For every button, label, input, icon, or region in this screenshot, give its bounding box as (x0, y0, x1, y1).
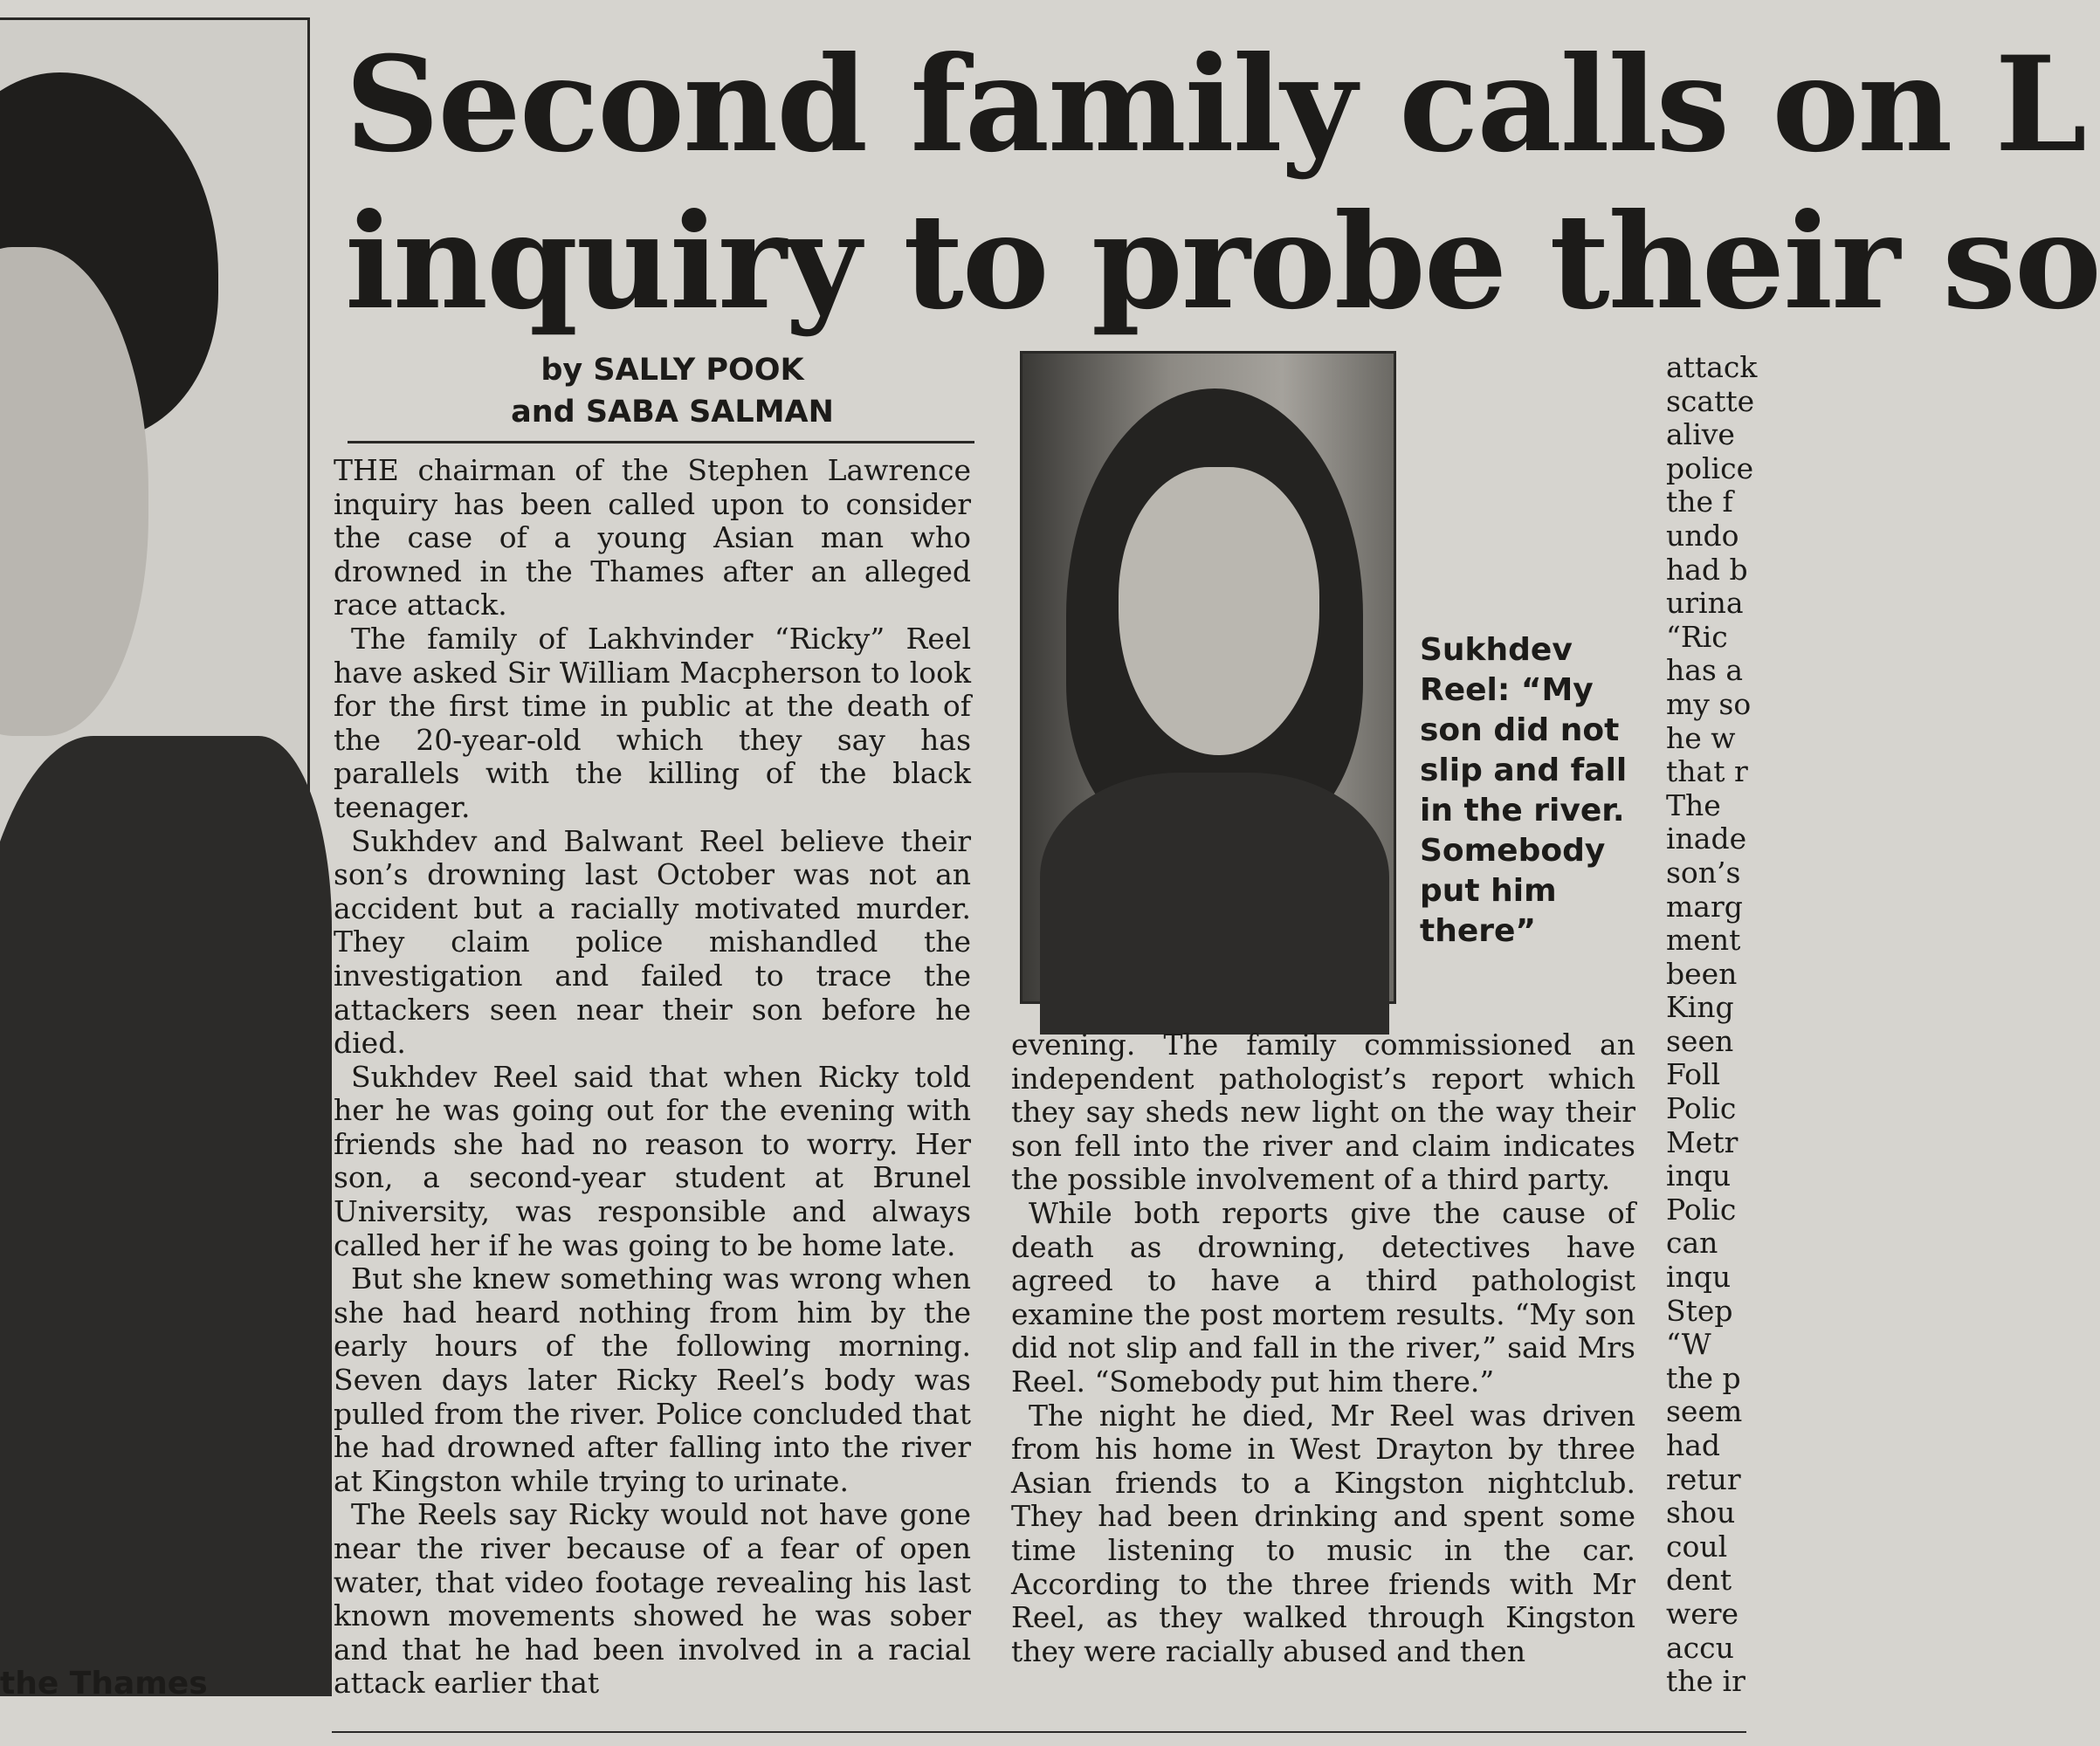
column-3-line: “Ric (1666, 619, 1728, 654)
photo-sukhdev-reel (1020, 351, 1396, 1004)
headline (345, 26, 2100, 340)
column-3-line: Metr (1666, 1124, 1739, 1159)
paragraph: Sukhdev Reel said that when Ricky told her he was going out for the evening with friends she had no reason to worry. Her son, a second-year student at Brunel University, was responsible and always called her if he was going to be home late. (334, 1059, 971, 1262)
column-3-line: inqu (1666, 1158, 1732, 1193)
column-3-line: police (1666, 450, 1754, 485)
column-3-line: Foll (1666, 1057, 1721, 1092)
column-3-line: “W (1666, 1327, 1711, 1362)
photo-left (0, 17, 310, 1657)
column-3-line: my so (1666, 686, 1752, 721)
byline-rule (348, 441, 974, 443)
column-3-line: the ir (1666, 1664, 1745, 1699)
paragraph: evening. The family commissioned an independent pathologist’s report which they say sheds new light on the way their son fell into the river and claim indicates the possible involvement of a third party. (1011, 1028, 1635, 1197)
bottom-rule (332, 1731, 1746, 1733)
column-3-line: been (1666, 956, 1738, 991)
paragraph: THE chairman of the Stephen Lawrence inquiry has been called upon to consider the case of a young Asian man who drowned in the Thames after an alleged race attack. (334, 453, 971, 622)
paragraph: The night he died, Mr Reel was driven from his home in West Drayton by three Asian friends to a Kingston nightclub. They had been drinking and spent some time listening to music in the car. According to the three friends with Mr Reel, as they walked through Kingston they were racially abused and then (1011, 1398, 1635, 1668)
photo-left-caption: the Thames (0, 1666, 208, 1701)
column-3-line: marg (1666, 889, 1743, 924)
column-3-line: scatte (1666, 383, 1755, 418)
paragraph: The Reels say Ricky would not have gone near the river because of a fear of open water, that video footage revealing his last known movements showed he was sober and that he had been involved in a racial attack earlier that (334, 1497, 971, 1701)
column-3-line: alive (1666, 417, 1735, 452)
column-3-line: inade (1666, 821, 1747, 856)
column-3-line: the p (1666, 1360, 1741, 1395)
column-3-line: that r (1666, 754, 1748, 789)
column-3-line: ment (1666, 923, 1741, 958)
column-3-line: seen (1666, 1023, 1734, 1058)
column-3-line: undo (1666, 518, 1739, 553)
headline-line-2: inquiry to probe their so (345, 185, 2100, 339)
column-3-line: retur (1666, 1461, 1741, 1496)
photo-mid-caption: Sukhdev Reel: “My son did not slip and fall in the river. Somebody put him there” (1420, 632, 1628, 949)
article-column-3-cropped (1666, 351, 1771, 1699)
paragraph: But she knew something was wrong when she had heard nothing from him by the early hours of the following morning. Seven days later Ricky Reel’s body was pulled from the river. Police concluded that he had drowned after falling into the river at Kingston while trying to urinate. (334, 1261, 971, 1498)
column-3-line: King (1666, 990, 1734, 1025)
column-3-line: had (1666, 1428, 1721, 1462)
column-3-line: Polic (1666, 1192, 1737, 1227)
column-3-line: Polic (1666, 1091, 1737, 1126)
column-3-line: can (1666, 1226, 1718, 1261)
paragraph: Sukhdev and Balwant Reel believe their son’s drowning last October was not an accident but a racially motivated murder. They claim police mishandled the investigation and failed to trace the attackers seen near their son before he died. (334, 823, 971, 1061)
column-3-line: had b (1666, 552, 1748, 587)
column-3-line: the f (1666, 485, 1733, 519)
article-column-1 (334, 454, 971, 1701)
byline-line-2: and SABA SALMAN (511, 395, 834, 430)
column-3-line: dent (1666, 1563, 1732, 1598)
column-3-line: seem (1666, 1394, 1743, 1429)
column-3-line: The (1666, 787, 1721, 822)
column-3-line: coul (1666, 1529, 1728, 1564)
byline (489, 349, 856, 433)
column-3-line: were (1666, 1596, 1739, 1631)
column-3-line: has a (1666, 653, 1744, 688)
column-3-line: Step (1666, 1293, 1733, 1328)
column-3-line: son’s (1666, 855, 1741, 890)
paragraph: The family of Lakhvinder “Ricky” Reel have asked Sir William Macpherson to look for the first time in public at the death of the 20-year-old which they say has parallels with the killing of the black teenager. (334, 621, 971, 824)
column-3-line: shou (1666, 1495, 1736, 1530)
byline-line-1: by SALLY POOK (540, 353, 804, 388)
paragraph: While both reports give the cause of death as drowning, detectives have agreed to have a third pathologist examine the post mortem results. “My son did not slip and fall in the river,” said Mrs Reel. “Somebody put him there.” (1011, 1195, 1635, 1399)
column-3-line: attack (1666, 350, 1758, 384)
headline-line-1: Second family calls on L (345, 28, 2086, 182)
article-column-2 (1011, 1028, 1635, 1668)
column-3-line: accu (1666, 1630, 1734, 1665)
column-3-line: inqu (1666, 1260, 1732, 1295)
column-3-line: he w (1666, 720, 1736, 755)
column-3-line: urina (1666, 586, 1744, 621)
